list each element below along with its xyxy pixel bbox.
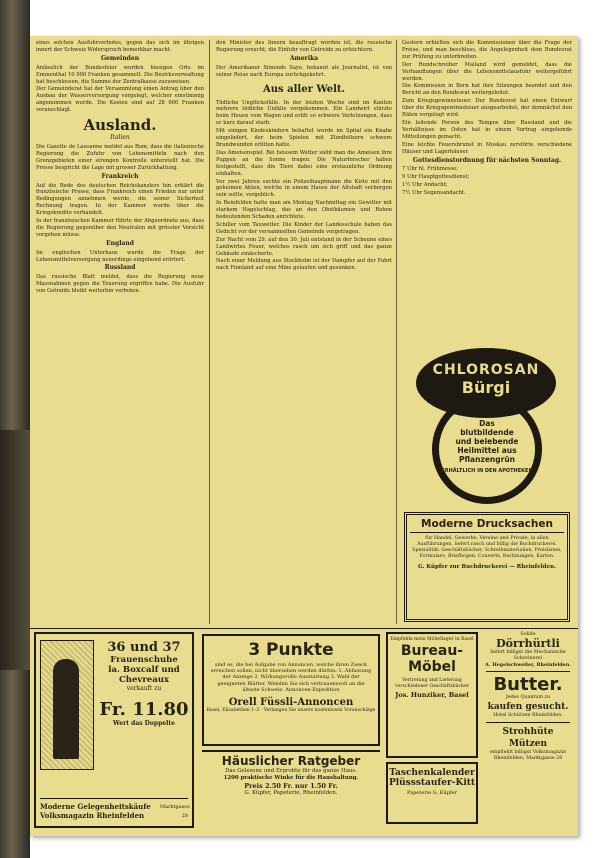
taschenkalender-body: Papeterie G. Küpfer — [406, 790, 458, 796]
shoe-worth: Wert das Doppelte — [113, 720, 175, 727]
annoncen-column — [200, 632, 382, 828]
schedule-item: 7½ Uhr Segensandacht. — [402, 190, 466, 197]
ratgeber-title: Häuslicher Ratgeber — [202, 750, 380, 768]
shoe-footer-line: Volksmagazin Rheinfelden — [40, 811, 145, 820]
chlorosan-line: Heilmittel aus — [457, 446, 517, 455]
right-ad-line: Hotel Schützen Rheinfelden. — [493, 713, 563, 718]
italien-heading: Italien — [110, 134, 130, 142]
section-amerika-heading: Amerika — [289, 54, 319, 62]
moebel-mid: Vertretung und Lieferung verschiedener Geschäftsbücher — [395, 677, 469, 689]
taschenkalender-ad — [386, 762, 478, 824]
right-ad-line: liefert billigst die Mechanische Schreinerei — [490, 650, 566, 661]
chlorosan-brand-2: Bürgi — [461, 378, 511, 397]
moebel-column — [386, 632, 478, 828]
paragraph: Der Rundschreiber Mailand wird gemeldet, dass die Verhandlungen über die Lebensmittelausfuhr weitergeführt werden. — [402, 61, 572, 82]
drucksachen-ad — [404, 512, 570, 622]
gottesdienst-heading: Gottesdienstordnung für nächsten Sonntag. — [412, 156, 562, 164]
paragraph: Eine leichte Feuersbrunst in Moskau zerstörte verschiedene Häuser und Lagerhäuser. — [402, 141, 572, 155]
column-rule — [396, 40, 397, 624]
paragraph: In der französischen Kammer führte der Abgeordnete aus, dass die Regierung gegenüber den Neutralen mit grösster Vorsicht vorgehen müsse. — [36, 218, 204, 238]
shoe-sizes: 36 und 37 — [107, 640, 181, 655]
chlorosan-line: und belebende — [455, 437, 519, 446]
butter-title: Butter. — [493, 674, 563, 695]
paragraph: Gestern erhielten sich die Kommissionen über die Frage der Preise, und man beschloss, die Angelegenheit dem Bundesrat zur Prüfung zu unterbreiten. — [402, 40, 572, 60]
kaufen-gesucht: kaufen gesucht. — [487, 702, 569, 712]
shoe-footer-address: Marktgasse 28 — [160, 804, 190, 819]
section-england-heading: England — [106, 239, 134, 247]
right-ad-line: Solide — [520, 632, 536, 637]
ratgeber-body: Das Gelesene und Erprobte für das ganze Haus. — [225, 768, 357, 774]
column-3 — [402, 40, 572, 350]
right-ad-column — [482, 632, 574, 828]
paragraph: Vor zwei Jahren suchte ein Polizeihauptmann die Kiste mit den geheimen Akten, welche in einem Hause der Altstadt verborgen sein sollte, vergeblich. — [216, 178, 392, 199]
shoe-material-2: Chevreaux — [119, 675, 169, 685]
paragraph: Auf die Rede des deutschen Reichskanzlers hin erklärt die französische Presse, dass Frankreich einen Frieden nur unter Bedingungen annehmen werde, die seiner Sicherheit Rechnung tragen. In der Kammer wurde über die Kriegskredite verhandelt. — [36, 182, 204, 217]
paragraph: Der Amerikaner Simonds Saye, bekannt als Journalist, ist von seiner Reise nach Europa zurückgekehrt. — [216, 64, 392, 78]
shoe-material: la. Boxcalf und — [108, 665, 180, 675]
chlorosan-ad — [404, 348, 570, 508]
column-2 — [216, 40, 392, 624]
right-ad-line: A. Hegelschweiler, Rheinfelden. — [485, 662, 571, 668]
drucksachen-title: Moderne Drucksachen — [410, 518, 564, 533]
punkte-company: Orell Füssli-Annoncen — [228, 697, 354, 709]
paragraph: Das russische Blatt meldet, dass die Regierung neue Massnahmen gegen die Teuerung ergriffen habe. Die Ausfuhr von Getreide bleibt weiterhin verboten. — [36, 274, 204, 295]
paragraph: Anlässlich der Bundesfeier wurden hiesigen Orts im Emmenthal 10 000 Franken gesammelt. Die Bezirksverwaltung hat beschlossen, die Summe der Zentralkasse zuzuweisen. — [36, 64, 204, 85]
shoe-price: Fr. 11.80 — [99, 699, 189, 720]
shoe-ad — [34, 632, 194, 828]
chlorosan-line: blutbildende — [460, 428, 514, 437]
punkte-title: 3 Punkte — [248, 640, 334, 660]
schedule-item: 1½ Uhr Andacht; — [402, 182, 448, 189]
divider — [486, 722, 570, 723]
chlorosan-line: Das — [479, 419, 495, 428]
paragraph: Tödliche Unglücksfälle. In der letzten Woche sind im Kanton mehrere tödliche Unfälle vorgekommen. Ein Landwirt stürzte beim Heuen vom Wagen und erlitt so schwere Verletzungen, dass er kurz darauf starb. — [216, 99, 392, 127]
moebel-top: Empfehle mein Möbellager in Basel — [390, 637, 474, 642]
text-lead: eines solchen Ausfuhrverbotes, gegen das sich im übrigen innert der Schweiz Widerspruch bemerkbar macht. — [36, 40, 204, 53]
schedule-item: 9 Uhr Hauptgottesdienst; — [402, 174, 470, 181]
drucksachen-footer: G. Küpfer zur Buchdruckerei — Rheinfelden. — [417, 564, 557, 570]
book-edge — [0, 430, 30, 670]
moebel-ad — [386, 632, 478, 758]
ad-section-divider — [30, 628, 578, 629]
moebel-title-2: Möbel — [408, 658, 456, 675]
schedule-item: 7 Uhr hl. Frühmesse; — [402, 166, 458, 173]
paragraph: Zum Kriegsgewinnsteuer. Der Bundesrat hat einen Entwurf über die Kriegsgewinnsteuer ausgearbeitet, der demnächst den Räten vorgelegt wird. — [402, 98, 572, 119]
column-rule — [209, 40, 210, 624]
woman-illustration — [40, 640, 94, 770]
paragraph: Der Gemeinderat hat der Versammlung einen Antrag über den Ausbau der Wasserversorgung vorgelegt, welcher einstimmig angenommen wurde. Die Kosten sind auf 28 000 Franken veranschlagt. — [36, 86, 204, 114]
paragraph: In Reinfelden hatte man am Montag Nachmittag ein Gewitter mit starkem Hagelschlag, das an den Obstbäumen und Reben bedeutenden Schaden anrichtete. — [216, 200, 392, 221]
section-gemeinden-heading: Gemeinden — [100, 54, 140, 62]
punkte-body: sind es, die bei Aufgabe von Annoncen, welche ihren Zweck erreichen sollen, nicht übersehen werden dürfen: 1. Abfassung der Anzeige 2. Wirkungsvolle Ausstattung 3. Wahl der geeigneten Blätter. Wenden Sie sich vertrauensvoll an die älteste Schweiz. Annoncen-Expedition — [210, 662, 372, 693]
chlorosan-availability: ERHÄLTLICH IN DEN APOTHEKEN — [441, 468, 533, 474]
paragraph: Das Ameisenspiel. Bei heissem Wetter sieht man die Ameisen ihre Puppen an die Sonne tragen. Die Naturforscher haben festgestellt, dass die Tiere dabei eine erstaunliche Ordnung einhalten. — [216, 149, 392, 177]
paragraph: den Minister des Innern beauftragt worden ist, die russische Regierung ersucht, die Einfuhr von Getreide zu erleichtern. — [216, 40, 392, 53]
ratgeber-ad — [202, 750, 380, 824]
right-ad-line: Jedes Quantum zu — [505, 695, 551, 700]
paragraph: Ein leitende Person des Tempos über Russland und die Verhältnisse im Osten hat in einem Vortrag eingehende Mitteilungen gemacht. — [402, 119, 572, 140]
newspaper-page — [30, 36, 578, 836]
moebel-title: Bureau- — [400, 642, 464, 659]
paragraph: Schiller vom Tauwetter. Die Kinder der Landesschule haben das Gedicht vor der versammelten Gemeinde vorgetragen. — [216, 221, 392, 235]
chlorosan-line: Pflanzengrün — [459, 455, 515, 464]
paragraph: Zur Nacht vom 29. auf den 30. Juli entstand in der Scheune eines Landwirtes Feuer, welches rasch um sich griff und das ganze Gebäude einäscherte. — [216, 236, 392, 257]
drucksachen-body: für Handel, Gewerbe, Vereine und Private, in allen Ausführungen, liefert rasch und billig die Buchdruckerei. Spezialität: Geschäftsbücher, Schreibmaterialien, Preislisten, Formulare, Briefbogen, Couverts, Rechnungen, Karten. — [412, 536, 562, 559]
book-spine — [0, 0, 30, 858]
chlorosan-logo — [416, 348, 556, 418]
section-russland-heading: Russland — [104, 264, 136, 272]
shoe-footer-line: Moderne Gelegenheitskäufe — [40, 802, 151, 811]
paragraph: Die Kommission in Bern hat ihre Sitzungen beendet und den Bericht an den Bundesrat weitergeleitet. — [402, 83, 572, 97]
strohhuete-title: Strohhüte Mützen — [502, 727, 554, 749]
aus-aller-welt-heading: Aus aller Welt. — [262, 83, 345, 95]
shoe-ad-footer — [40, 798, 188, 820]
punkte-ad — [202, 634, 380, 746]
paragraph: Nach einer Meldung aus Stockholm ist der Dampfer auf der Fahrt nach Finnland auf eine Mine gelaufen und gesunken. — [216, 258, 392, 272]
shoe-title: Frauenschuhe — [110, 655, 178, 665]
shoe-sold: verkauft zu — [126, 685, 162, 692]
shoe-ad-text — [98, 640, 190, 727]
ratgeber-price: Preis 2.50 Fr. nur 1.50 Fr. — [244, 782, 338, 790]
doerrhuertli-title: Dörrhürtli — [496, 637, 560, 650]
punkte-footer: Basel, Elisabethen 1–3 · Verlangen Sie unsere kostenlosen Voranschläge — [206, 708, 376, 714]
paragraph: Im englischen Unterhaus wurde die Frage der Lebensmittelversorgung neuerdings eingehend erörtert. — [36, 249, 204, 263]
ratgeber-publisher: G. Küpfer, Papeterie, Rheinfelden. — [244, 790, 338, 796]
moebel-name: Jos. Hunziker, Basel — [395, 691, 469, 700]
paragraph: Mit einigen Kindeskindern behaftet wurde im Spital ein Knabe eingeliefert, der beim Spielen mit Zündhölzern schwere Brandwunden erlitten hatte. — [216, 128, 392, 148]
column-1 — [36, 40, 204, 624]
section-frankreich-heading: Frankreich — [101, 172, 139, 180]
paragraph: Die Gazette de Lausanne meldet aus Rom, dass die italienische Regierung die Zufuhr von Lebensmitteln nach den Grenzgebieten einer strengen Kontrolle unterstellt hat. Die Presse bespricht die Lage mit grosser Zurückhaltung. — [36, 143, 204, 171]
ausland-heading: Ausland. — [83, 116, 157, 135]
chlorosan-brand: CHLOROSAN — [432, 362, 540, 378]
ratgeber-body-2: 1200 praktische Winke für die Haushaltung. — [223, 775, 359, 781]
divider — [486, 671, 570, 672]
taschenkalender-title: Taschenkalender Plüssstaufer-Kitt — [388, 768, 476, 788]
right-ad-line: empfiehlt billigst Volksmagazin Rheinfelden, Marktgasse 28 — [489, 750, 567, 761]
